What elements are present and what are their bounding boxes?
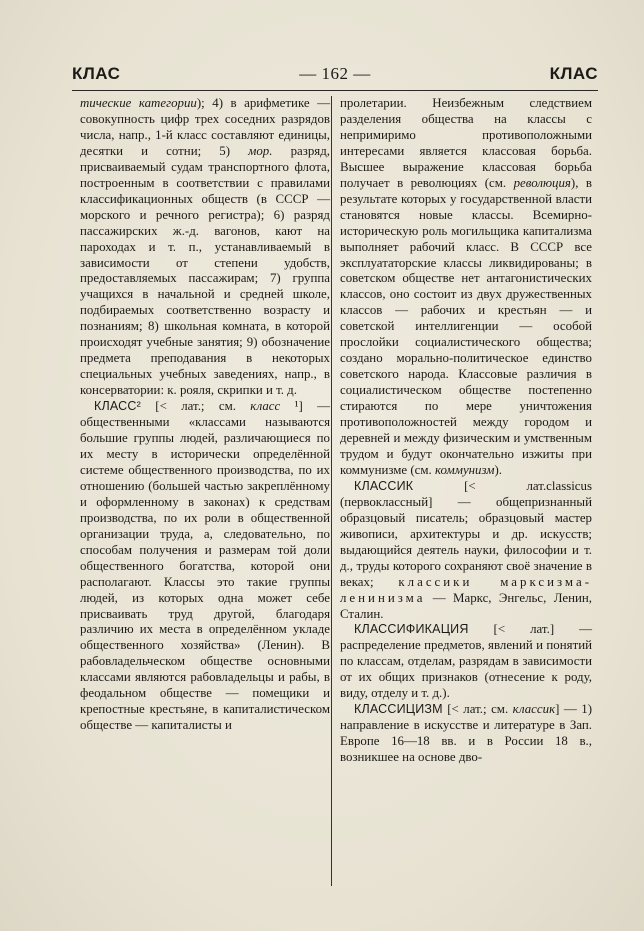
entry-text: разряд, присваиваемый судам транспортного флота, построенным в соответствии с правилами классификационных обществ (в СССР — морского и речного регистра); 6) разряд пассажирских ж.-д. вагонов, кают на пароходах и т. п., устанавливаемый в зависимости от степени удобств, предоставляемых пассажирам; 7) группа учащихся в начальной и средней школе, подбираемых соответственно возрасту и познаниям; 8) школьная комната, в которой происходят учебные занятия; 9) обозначение предмета преподавания в некоторых специальных учебных заведениях, напр., в консерватории: к. рояля, скрипки и т. д. [80, 143, 330, 398]
entry-text: классики марксизма-ленинизма [340, 574, 592, 605]
entry-text: — Маркс, Энгельс, Ленин, Сталин. [340, 590, 592, 621]
headword: КЛАССИФИКАЦИЯ [354, 622, 469, 637]
entry-text: [< лат.classicus (первоклассный] — общепризнанный образцовый писатель; образцовый мастер живописи, архитектуры и др. искусств; выдающийся деятель науки, философии и т. д., труды которого сохраняют своё значение в веках; [340, 478, 592, 589]
dictionary-entry [340, 622, 592, 702]
entry-text: пролетарии. Неизбежным следствием разделения общества на классы с непримиримо противоположными интересами является классовая борьба. Высшее выражение классовая борьба получает в революциях (см. [340, 96, 592, 190]
headword: КЛАССИК [354, 478, 414, 493]
dictionary-entry [340, 479, 592, 623]
cross-reference: коммунизм [435, 462, 495, 477]
entry-text: ). [494, 462, 502, 477]
cross-reference: классик [512, 702, 556, 717]
entry-text: [< лат.] — распределение предметов, явлений и понятий по классам, отделам, разрядам в зависимости от их общих признаков (отнесение к роду, виду, отделу и т. д.). [340, 622, 592, 701]
entry-text: ¹] — общественными «классами называются большие группы людей, различающиеся по их месту в исторически определённой системе общественного производства, по их отношению (большей частью закреплённому и оформленному в законах) к средствам производства, по их роли в общественной организации труда, а, следовательно, по способам получения и размерам той доли общественного богатства, которой они располагают. Классы это такие группы людей, из которых одна может себе присваивать труд другой, благодаря различию их места в определённом укладе общественного хозяйства» (Ленин). В рабовладельческом обществе основными классами являются рабовладельцы и рабы, в феодальном обществе — помещики и крепостные крестьяне, в капиталистическом обществе — капиталисты и [80, 399, 330, 733]
entry-continuation [80, 96, 330, 399]
left-column [80, 96, 330, 734]
headword: КЛАСС² [94, 399, 141, 414]
entry-text: ); 4) в арифметике — совокупность цифр трех соседних разрядов числа, напр., 1-й класс составляют единицы, десятки и сотни; 5) [80, 96, 330, 158]
cross-reference: тические категории [80, 96, 197, 110]
cross-reference: класс [250, 399, 281, 414]
dictionary-entry [340, 702, 592, 766]
column-divider [331, 96, 332, 886]
cross-reference: революция [513, 175, 571, 190]
entry-text: [< лат.; см. [442, 702, 513, 717]
dictionary-entry [80, 399, 330, 734]
header-guide-word-right: КЛАС [549, 64, 598, 83]
entry-text: [< лат.; см. [140, 399, 251, 414]
page-number: — 162 — [299, 64, 371, 83]
cross-reference: мор. [248, 143, 273, 158]
header-guide-word-left: КЛАС [72, 64, 121, 83]
headword: КЛАССИЦИЗМ [354, 702, 443, 717]
entry-continuation [340, 96, 592, 479]
header-rule [72, 90, 598, 91]
entry-text: ] — 1) направление в искусстве и литературе в Зап. Европе 16—18 вв. и в России 18 в., возникшее на основе дво- [340, 702, 592, 765]
right-column [340, 96, 592, 766]
running-header [72, 64, 598, 88]
entry-text: ), в результате которых у государственной власти становятся новые классы. Всемирно-историческую роль могильщика капитализма выполняет рабочий класс. В СССР все эксплуататорские классы ликвидированы; в советском обществе нет антагонистических классов, оно состоит из двух дружественных классов — рабочих и крестьян — и советской интеллигенции — особой прослойки социалистического общества; создано морально-политическое единство советского народа. Классовые различия в социалистическом обществе постепенно стираются по мере уничтожения противоположностей между городом и деревней и между физическим и умственным трудом и будут окончательно изжиты при коммунизме (см. [340, 175, 592, 477]
